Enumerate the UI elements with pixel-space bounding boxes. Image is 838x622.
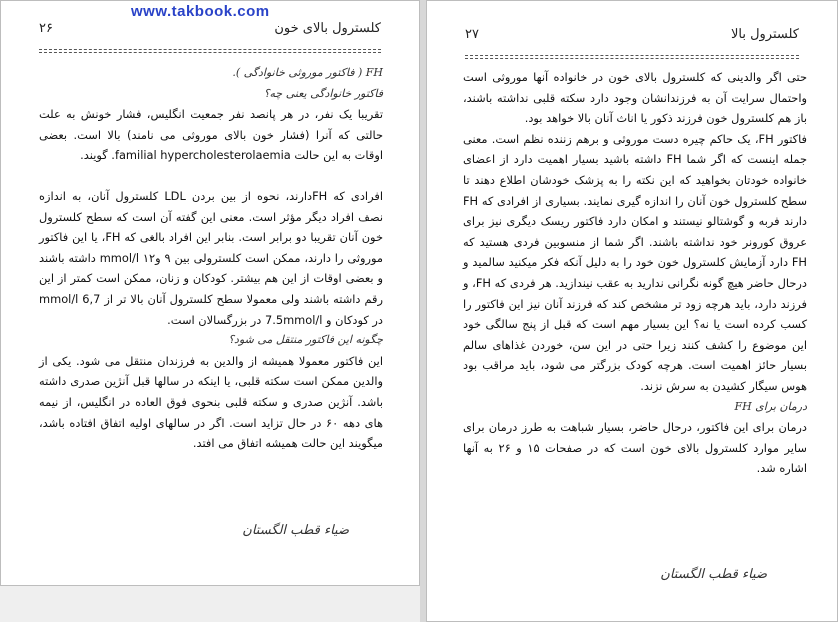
right-page-number: ۲۷ — [465, 27, 479, 42]
header-rule — [39, 49, 381, 53]
header-rule — [465, 55, 799, 59]
right-page-title: کلسترول بالا — [730, 27, 799, 42]
handwritten-note: FH ( فاکتور موروثی خانوادگی ). — [232, 66, 383, 79]
paragraph: درمان برای این فاکتور، درحال حاضر، بسیار شباهت به طرز درمان برای سایر موارد کلسترول بالای خون است که در صفحات ۱۵ و ۲۶ به آنها اشاره شد. — [463, 420, 807, 476]
handwritten-note: چگونه این فاکتور منتقل می شود؟ — [228, 333, 383, 347]
left-page-number: ۲۶ — [39, 21, 53, 36]
paragraph: تقریبا یک نفر، در هر پانصد نفر جمعیت انگلیس، فشار خونش به علت حالتی که آنرا (فشار خون بالای موروثی می نامند) بالا است. بعضی اوقات به این حالت familial hypercholesterolaemia. گویند. — [39, 107, 383, 163]
left-page-body — [39, 63, 383, 454]
signature: ضیاء قطب الگستان — [242, 523, 349, 538]
right-page-header — [465, 27, 799, 49]
left-page-header — [39, 21, 381, 43]
handwritten-note: درمان برای FH — [734, 399, 807, 413]
paragraph: فاکتور FH، یک حاکم چیره دست موروثی و برهم زننده نظم است. معنی جمله اینست که اگر شما FH داشته باشید بسیار اهمیت دارد از اعضای خانواده خودتان بخواهید که این نکته را به پزشک خودشان اطلاع دهند تا سطح کلسترول خون آنان را اندازه گیری نمایند. بسیاری از افرادی که FH دارند فربه و گوشتالو نیستند و امکان دارد فاکتور ریسک دیگری نیز برای عروق کورونر خود نداشته باشند. اگر شما از منسوبین فردی هستید که FH دارد آزمایش کلسترول خون خود را به دلیل آنکه فکر میکنید سالمید و درحال حاضر هیچ گونه نگرانی ندارید به عقب نیندازید. هر فردی که FH، و فرزند دارد، باید هرچه زود تر مشخص کند که فرزند آنان نیز این فاکتور را کسب کرده است یا نه؟ این بسیار مهم است که قبل از پنج سالگی خود این موضوع را کشف کنند زیرا حتی در این سن، خوردن غذاهای سالم بسیار حائز اهمیت است. هرچه کودک بزرگتر می شود، باید مراقب بود هوس سیگار کشیدن به سرش نزند. — [463, 131, 807, 393]
handwritten-note: فاکتور خانوادگی یعنی چه؟ — [263, 86, 383, 100]
left-page-title: کلسترول بالای خون — [274, 21, 381, 36]
paragraph: افرادی که FHدارند، نحوه از بین بردن LDL کلسترول آنان، به اندازه نصف افراد دیگر مؤثر است. معنی این گفته آن است که سطح کلسترول خون آنان تقریبا دو برابر است. بنابر این افراد بالغی که FH، یا این فاکتور موروثی را دارند، ممکن است کلسترولی بین ۹ و۱۲ mmol/l داشته باشند و بعضی اوقات از این هم بیشتر. کودکان و زنان، ممکن است کمتر از این رقم داشته باشند ولی معمولا سطح کلسترول آنان بالا تر از 6,7 mmol/l در کودکان و 7.5mmol/l در بزرگسالان است. — [39, 188, 383, 327]
right-page-body — [463, 67, 807, 479]
signature: ضیاء قطب الگستان — [660, 567, 767, 582]
watermark: www.takbook.com — [131, 3, 270, 20]
paragraph: حتی اگر والدینی که کلسترول بالای خون در خانواده آنها موروثی است واحتمال سرایت آن به فرزندانشان وجود دارد سکته قلبی نداشته باشند، باز هم کلسترول خون فرزند ذکور یا اناث آنان بالا خواهد بود. — [463, 70, 807, 126]
paragraph: این فاکتور معمولا همیشه از والدین به فرزندان منتقل می شود. یکی از والدین ممکن است سکته قلبی، یا اینکه در سالها قبل آنژین صدری داشته باشد. آنژین صدری و سکته قلبی بنحوی فوق العاده در انگلیس، از نیمه های دهه ۶۰ در حال تزاید است. اگر در سالهای اولیه اتفاق افتاده باشد، میگویند این حالت همیشه اتفاق می افتد. — [39, 353, 383, 451]
right-page — [426, 0, 838, 622]
left-page — [0, 0, 420, 586]
